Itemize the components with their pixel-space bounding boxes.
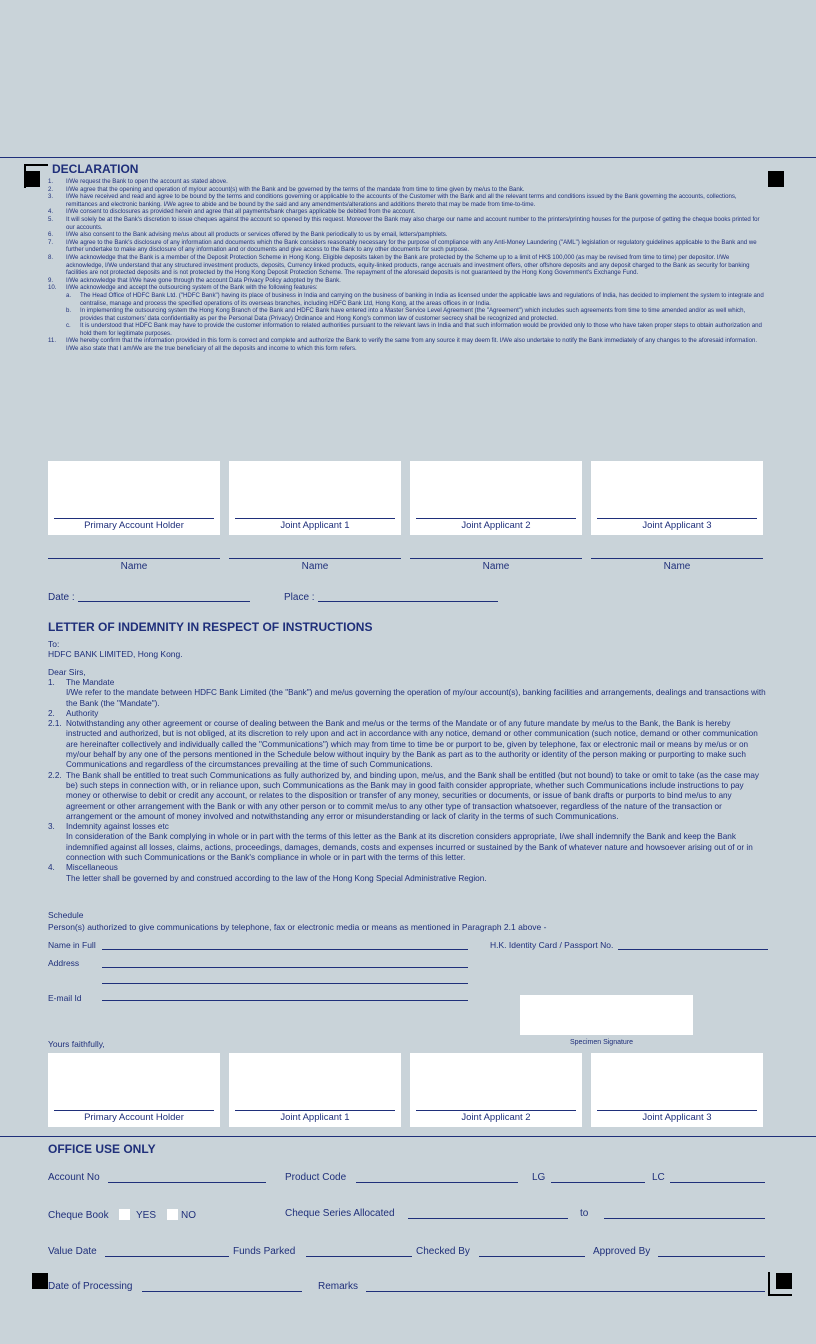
item-number: 7. [48, 238, 54, 246]
product-code-field[interactable] [356, 1182, 518, 1183]
yours-faithfully: Yours faithfully, [48, 1039, 105, 1049]
approved-by-label: Approved By [593, 1246, 651, 1257]
item-text: I/We agree to the Bank's disclosure of any information and documents which the Bank considers reasonably necessary for the purpose of compliance with any Anti-Money Laundering ("AML") legislation or regulatory guidelines applicable to the Bank and we further undertake to make any disclosure of any information and or documents and give access to the Bank to any other documents for such purpose. [66, 238, 757, 254]
office-title: OFFICE USE ONLY [48, 1142, 156, 1156]
declaration-item [48, 284, 768, 292]
paragraph-text: Notwithstanding any other agreement or course of dealing between the Bank and me/us or the terms of the Mandate or of any future mandate by me/us to the Bank, the Bank is hereby instructed and authorized, but is not obliged, at its discretion to rely upon and act in accordance with any notice, demand or other communication (such notice, demand or other communication are hereinafter collectively and individually called the "Communications") which may from time to time be or purport to be, given by telephone, fax or electronic mail or means by me/us or on my/our behalf by any one of the persons mentioned in the Schedule below without inquiry by the Bank as part as to the authority or identity of the person making or purporting to make such Communications and regardless of the circumstances prevailing at the time of such Communications. [66, 719, 758, 770]
name-label: Name [482, 561, 510, 572]
signature-box[interactable] [229, 461, 401, 535]
to-label: To: [48, 639, 60, 649]
letter-paragraph [48, 771, 768, 822]
date-field[interactable] [78, 601, 250, 602]
item-text: The Head Office of HDFC Bank Ltd. ("HDFC Bank") having its place of business in India and carrying on the business of banking in India as licensed under the applicable laws and regulations of India, has decided to implement the system to integrate and centralise, manage and process the specified operations of its overseas branches, including HDFC Bank Ltd, Hong Kong, at the areas offices in or India. [80, 291, 764, 307]
signer-label: Joint Applicant 2 [461, 1112, 531, 1123]
remarks-label: Remarks [318, 1281, 359, 1292]
account-no-field[interactable] [108, 1182, 266, 1183]
yes-label: YES [136, 1210, 157, 1221]
letter-paragraph [48, 822, 768, 832]
account-no-label: Account No [48, 1172, 100, 1183]
checked-by-field[interactable] [479, 1256, 585, 1257]
name-field[interactable] [410, 558, 582, 559]
declaration-subitem [48, 307, 768, 322]
item-number: c. [66, 322, 71, 330]
name-field[interactable] [591, 558, 763, 559]
cheque-series-from-field[interactable] [408, 1218, 568, 1219]
item-text: I/We acknowledge and accept the outsourcing system of the Bank with the following features: [66, 284, 318, 292]
paragraph-text: Indemnity against losses etc [66, 822, 169, 832]
item-number: 4. [48, 208, 54, 216]
cheque-book-label: Cheque Book [48, 1210, 109, 1221]
declaration-item [48, 186, 768, 194]
email-field[interactable] [102, 1000, 468, 1001]
place-label: Place : [284, 592, 315, 603]
letter-title: LETTER OF INDEMNITY IN RESPECT OF INSTRUCTIONS [48, 620, 373, 634]
salutation: Dear Sirs, [48, 667, 86, 677]
funds-parked-label: Funds Parked [233, 1246, 296, 1257]
registration-mark [776, 1273, 792, 1289]
paragraph-text: I/We refer to the mandate between HDFC Bank Limited (the "Bank") and me/us governing the operation of my/our account(s), banking facilities and arrangements, dealings and transactions with the Bank (the "Mandate"). [66, 688, 766, 708]
value-date-label: Value Date [48, 1246, 97, 1257]
hk-id-label: H.K. Identity Card / Passport No. [490, 940, 614, 950]
cheque-book-no-checkbox[interactable] [167, 1209, 178, 1220]
signature-line [54, 518, 214, 519]
declaration-item [48, 337, 768, 352]
paragraph-text: Authority [66, 708, 99, 718]
specimen-signature-label: Specimen Signature [570, 1039, 634, 1046]
item-number: 9. [48, 276, 54, 284]
name-field[interactable] [229, 558, 401, 559]
paragraph-number [48, 688, 66, 709]
paragraph-number [48, 874, 66, 884]
item-number: 8. [48, 253, 54, 261]
paragraph-number [48, 832, 66, 863]
item-number: 5. [48, 215, 54, 223]
item-text: It is understood that HDFC Bank may have to provide the customer information to related authorities pursuant to the relevant laws in India and that such information would be provided only to those who have taken proper steps to obtain authorization and hold them for legitimate purposes. [80, 322, 762, 337]
item-text: It will solely be at the Bank's discretion to issue cheques against the account so opened by this request. Moreover the Bank may also charge our name and account number to the printers/printing houses for the purpose of getting the cheque books printed for our accounts. [66, 215, 760, 231]
address-label: Address [48, 958, 80, 968]
specimen-signature-box[interactable] [520, 995, 693, 1035]
signature-box[interactable] [410, 461, 582, 535]
product-code-label: Product Code [285, 1172, 347, 1183]
paragraph-number: 3. [48, 822, 55, 832]
registration-mark [32, 1273, 48, 1289]
signature-box[interactable] [591, 1053, 763, 1127]
declaration-item [48, 208, 768, 216]
approved-by-field[interactable] [658, 1256, 765, 1257]
lg-field[interactable] [551, 1182, 645, 1183]
signer-label: Primary Account Holder [84, 520, 184, 531]
date-of-processing-field[interactable] [142, 1291, 302, 1292]
email-label: E-mail Id [48, 993, 82, 1003]
declaration-item [48, 231, 768, 239]
item-text: I/We have received and read and agree to be bound by the terms and conditions governing or applicable to the accounts of the Customer with the Bank and all the relevant terms and conditions issued by the Bank governing the accounts, collections, remittances and electronic banking. I/We agree to abide and be bound by the said and any amendments/alterations and additions thereto that may be made from time-to-time. [66, 193, 737, 208]
schedule-text: Person(s) authorized to give communications by telephone, fax or electronic media or means as mentioned in Paragraph 2.1 above - [48, 922, 547, 932]
checked-by-label: Checked By [416, 1246, 470, 1257]
paragraph-number: 1. [48, 678, 55, 687]
paragraph-text: The Bank shall be entitled to treat such Communications as fully authorized by, and binding upon, me/us, and the Bank shall be entitled (but not bound) to take or omit to take (as the case may be) such steps in connection with, or in reliance upon, such Communications as the Bank may in good faith consider appropriate, whether such Communications include instructions to pay money or otherwise to debit or credit any account, or relates to the disposition or transfer of any money, securities or documents, or issue of bank drafts or purports to bind me/us to any agreement or other arrangement with the Bank or with any other person or to commit me/us to any other type of transaction whatsoever, regardless of the nature of the transaction or arrangement or the amount of money involved and notwithstanding any error or misunderstanding or lack of clarity in the terms of such Communications. [66, 770, 760, 821]
signature-line [416, 518, 576, 519]
declaration-item [48, 277, 768, 285]
signature-box[interactable] [229, 1053, 401, 1127]
item-text: I/We request the Bank to open the account as stated above. [66, 178, 228, 185]
item-text: I/We hereby confirm that the information provided in this form is correct and complete and authorize the Bank to verify the same from any source it may deem fit. I/We also undertake to notify the Bank immediately of any changes to the aforesaid information. I/We also state that I am/We are the true beneficiary of all the deposits and income to which this form refers. [66, 337, 758, 353]
declaration-item [48, 239, 768, 254]
name-in-full-field[interactable] [102, 949, 468, 950]
signature-box[interactable] [48, 461, 220, 535]
signature-line [235, 518, 395, 519]
signer-label: Joint Applicant 3 [642, 520, 712, 531]
remarks-field[interactable] [366, 1291, 765, 1292]
declaration-item [48, 193, 768, 208]
signature-line [597, 518, 757, 519]
signature-box[interactable] [410, 1053, 582, 1127]
signer-label: Joint Applicant 2 [461, 520, 531, 531]
lc-label: LC [652, 1172, 665, 1183]
signature-box[interactable] [48, 1053, 220, 1127]
letter-paragraph [48, 874, 768, 884]
item-number: 3. [48, 193, 54, 201]
paragraph-text: The Mandate [66, 678, 115, 687]
signature-box[interactable] [591, 461, 763, 535]
paragraph-number: 4. [48, 863, 55, 873]
item-number: 1. [48, 178, 54, 185]
cheque-book-yes-checkbox[interactable] [119, 1209, 130, 1220]
declaration-title: DECLARATION [52, 162, 139, 176]
to-label: to [580, 1208, 589, 1219]
item-number: 2. [48, 185, 54, 193]
declaration-subitem [48, 322, 768, 337]
item-text: In implementing the outsourcing system the Hong Kong Branch of the Bank and HDFC Bank have entered into a Master Service Level Agreement (the "Agreement") which includes such agreements from time to time amended and/or as well which, provides that customers' data confidentiality as per the Personal Data (Privacy) Ordinance and Hong Kong's common law of customer secrecy shall be recognized and protected. [80, 307, 746, 322]
item-text: I/We acknowledge that I/We have gone through the account Data Privacy Policy adopted by the Bank. [66, 276, 341, 284]
item-text: I/We acknowledge that the Bank is a member of the Deposit Protection Scheme in Hong Kong. Eligible deposits taken by the Bank are protected by the Scheme up to a limit of HK$ 100,000 (as may be revised from time to time) per depositor. I/We acknowledge, I/We understand that any structured investment products, deposits, Currency linked products, equity-linked products, range accruals and investment offers, other offshore deposits and any deposit charged to the Bank as security for banking facilities are not protected deposits and is not protected by the Hong Kong Deposit Protection Scheme. The repayment of the aforesaid deposits is not guaranteed by the Hong Kong Government's Exchange Fund. [66, 253, 750, 277]
declaration-text [48, 178, 768, 353]
declaration-item [48, 216, 768, 231]
no-label: NO [181, 1210, 196, 1221]
declaration-item [48, 254, 768, 277]
item-number: a. [66, 291, 72, 299]
name-label: Name [301, 561, 329, 572]
letter-paragraph [48, 863, 768, 873]
date-label: Date : [48, 592, 75, 603]
item-text: I/We agree that the opening and operation of my/our account(s) with the Bank and be governed by the terms of the mandate from time to time given by me/us to the Bank. [66, 185, 525, 193]
cheque-series-to-field[interactable] [604, 1218, 765, 1219]
hk-id-field[interactable] [618, 949, 768, 950]
divider [0, 1136, 816, 1137]
place-field[interactable] [318, 601, 498, 602]
signer-label: Joint Applicant 3 [642, 1112, 712, 1123]
name-field[interactable] [48, 558, 220, 559]
registration-mark [768, 171, 784, 187]
letter-paragraph [48, 709, 768, 719]
letter-paragraph [48, 719, 768, 770]
item-number: b. [66, 307, 72, 315]
declaration-subitem [48, 292, 768, 307]
letter-paragraph [48, 678, 768, 688]
item-number: 6. [48, 231, 54, 239]
paragraph-text: The letter shall be governed by and construed according to the law of the Hong Kong Special Administrative Region. [66, 873, 487, 883]
signer-label: Joint Applicant 1 [280, 520, 350, 531]
cheque-series-label: Cheque Series Allocated [285, 1208, 395, 1219]
signature-line [597, 1110, 757, 1111]
item-number: 10. [48, 284, 57, 292]
signature-line [54, 1110, 214, 1111]
address-field-1[interactable] [102, 967, 468, 968]
paragraph-number: 2.2. [48, 770, 62, 780]
addressee: HDFC BANK LIMITED, Hong Kong. [48, 649, 183, 659]
funds-parked-field[interactable] [306, 1256, 412, 1257]
lg-label: LG [532, 1172, 546, 1183]
letter-paragraph [48, 688, 768, 709]
declaration-item [48, 178, 768, 186]
name-label: Name [120, 561, 148, 572]
paragraph-text: In consideration of the Bank complying in whole or in part with the terms of this letter as the Bank at its discretion considers appropriate, I/we shall indemnify the Bank and keep the Bank indemnified against all losses, claims, actions, proceedings, damages, demands, costs and expenses incurred or sustained by the Bank of whatever nature and howsoever arising out of or in connection with such Communications or the Bank's compliance in whole or in part with the terms of this letter. [66, 832, 753, 863]
item-text: I/We also consent to the Bank advising me/us about all products or services offered by the Bank periodically to us by email, letters/pamphlets. [66, 231, 448, 239]
letter-body [48, 678, 768, 884]
signature-line [416, 1110, 576, 1111]
address-field-2[interactable] [102, 983, 468, 984]
name-in-full-label: Name in Full [48, 940, 96, 950]
signature-line [235, 1110, 395, 1111]
signer-label: Joint Applicant 1 [280, 1112, 350, 1123]
date-of-processing-label: Date of Processing [48, 1281, 133, 1292]
value-date-field[interactable] [105, 1256, 229, 1257]
paragraph-number: 2. [48, 708, 55, 718]
divider [0, 157, 816, 158]
letter-paragraph [48, 832, 768, 863]
paragraph-text: Miscellaneous [66, 863, 118, 873]
item-text: I/We consent to disclosures as provided herein and agree that all payments/bank charges applicable be debited from the account. [66, 208, 416, 216]
signer-label: Primary Account Holder [84, 1112, 184, 1123]
schedule-heading: Schedule [48, 910, 84, 920]
name-label: Name [663, 561, 691, 572]
registration-mark [24, 171, 40, 187]
item-number: 11. [48, 337, 57, 345]
paragraph-number: 2.1. [48, 719, 62, 729]
lc-field[interactable] [670, 1182, 765, 1183]
